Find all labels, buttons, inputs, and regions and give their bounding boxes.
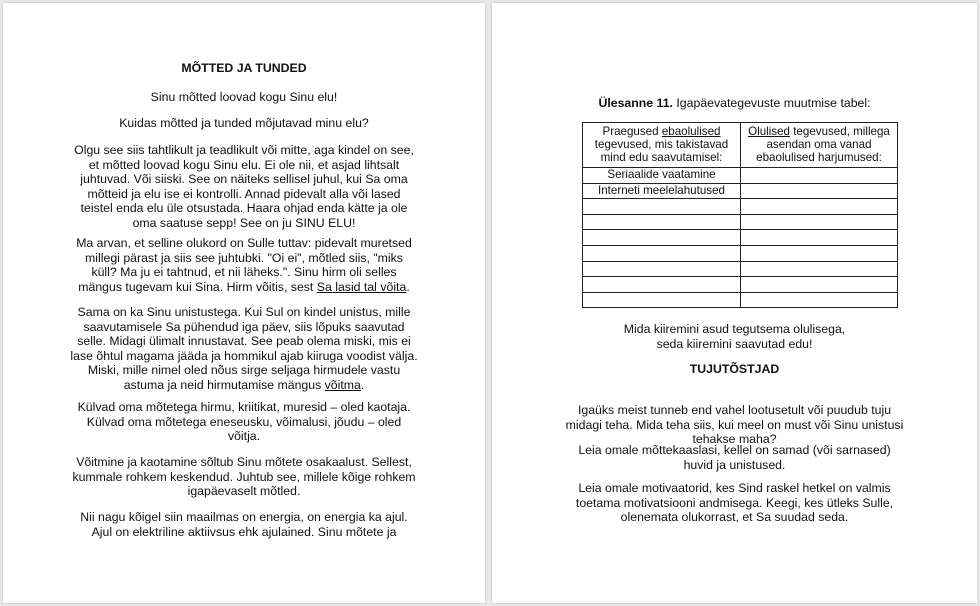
table-row — [583, 183, 898, 199]
left-page — [3, 3, 485, 603]
transformation-table — [582, 122, 898, 308]
text-line: et mõtted loovad kogu Sinu elu. Ei ole nii, et asjad lihtsalt — [88, 157, 400, 172]
paragraph-4 — [63, 400, 425, 444]
text-line: toetama motivatsiooni andmisega. Keegi, kes ütleks Sulle, — [575, 495, 894, 510]
table-cell: Interneti meelelahutused — [583, 183, 741, 199]
text-line: Leia omale motivaatorid, kes Sind raskel hetkel on valmis — [578, 481, 891, 495]
table-cell: Seriaalide vaatamine — [583, 168, 741, 184]
text-line: seda kiiremini saavutad edu! — [656, 336, 813, 351]
text-line: Ajul on elektriline aktiivsus ehk ajulained. Sinu mõtete ja — [91, 524, 397, 539]
table-cell[interactable] — [583, 245, 741, 261]
paragraph-r1 — [492, 403, 977, 447]
table-cell[interactable] — [741, 183, 898, 199]
paragraph-r2 — [492, 443, 977, 472]
header-text: tegevused, mis takistavad — [594, 138, 729, 152]
text-line: Miski, mille nimel oled nõus sirge seljaga hirmudele vastu — [87, 363, 401, 378]
text-line: Külvad oma mõtetega eneseusku, võimalusi, jõudu – oled — [86, 414, 402, 429]
header-text: tegevused, millega — [789, 125, 890, 138]
table-cell[interactable] — [741, 199, 898, 215]
header-text: mind edu saavutamisel: — [600, 151, 723, 165]
underlined-text: Olulised — [748, 125, 790, 138]
paragraph-6 — [63, 510, 425, 539]
table-cell[interactable] — [583, 199, 741, 215]
subtitle-1: Sinu mõtted loovad kogu Sinu elu! — [150, 90, 338, 104]
text-line: igapäevaselt mõtled. — [187, 484, 301, 499]
text-span: astuma ja neid hirmutamise mängus — [123, 377, 325, 392]
task-heading — [492, 96, 977, 111]
text-line: Nii nagu kõigel siin maailmas on energia, on energia ka ajul. — [80, 510, 408, 524]
paragraph-1 — [63, 143, 425, 231]
text-line: Ma arvan, et selline olukord on Sulle tuttav: pidevalt muretsed — [76, 236, 412, 250]
task-label: Ülesanne 11. — [598, 96, 673, 110]
table-cell[interactable] — [583, 230, 741, 246]
underlined-text: ebaolulised — [661, 125, 721, 138]
text-line: teistel enda elu üle otsustada. Haara ohjad enda kätte ja ole — [80, 201, 408, 216]
header-cell-current — [583, 123, 741, 168]
text-line: tehakse maha? — [692, 432, 777, 447]
motto — [492, 322, 977, 351]
text-span: mängus tugevam kui Sina. Hirm võitis, sest — [78, 279, 317, 294]
text-line: Olgu see siis tahtlikult ja teadlikult või mitte, aga kindel on see, — [74, 143, 414, 157]
right-page — [492, 3, 977, 603]
text-line: Mida kiiremini asud tegutsema olulisega, — [623, 322, 846, 336]
header-text: asendan oma vanad — [766, 138, 872, 152]
text-line: Külvad oma mõtetega hirmu, kriitikat, muresid – oled kaotaja. — [77, 400, 411, 414]
text-line: juhtuvad. Või siiski. See on näiteks sellisel juhul, kui Sa oma — [80, 172, 408, 187]
paragraph-2 — [63, 236, 425, 294]
table-cell[interactable] — [583, 277, 741, 293]
paragraph-r3 — [492, 481, 977, 525]
table-row — [583, 292, 898, 308]
table-row — [583, 261, 898, 277]
text-line: võitja. — [227, 429, 261, 444]
table-cell[interactable] — [741, 277, 898, 293]
text-line — [63, 280, 425, 295]
header-text: ebaolulised harjumused: — [756, 151, 882, 165]
table-cell[interactable] — [741, 168, 898, 184]
text-line: millegi pärast ja siis see juhtubki. "Oi ei", mõtled siis, "miks — [85, 250, 403, 265]
table-row — [583, 277, 898, 293]
header-cell-important — [741, 123, 898, 168]
table-cell[interactable] — [741, 214, 898, 230]
page-title: MÕTTED JA TUNDED — [181, 61, 307, 75]
text-line: saavutamisele Sa pühendud iga päev, siis lõpuks saavutad — [83, 319, 405, 334]
table-row — [583, 230, 898, 246]
text-line: lase õhtul magama jääda ja hommikul ajab kiiruga voodist välja. — [70, 348, 418, 363]
text-line: oma saatuse sepp! See on ju SINU ELU! — [132, 215, 356, 230]
table-cell[interactable] — [583, 214, 741, 230]
text-line: Võitmine ja kaotamine sõltub Sinu mõtete osakaalust. Sellest, — [76, 455, 412, 469]
table-row — [583, 168, 898, 184]
underlined-text: võitma — [324, 377, 361, 392]
table-row — [583, 214, 898, 230]
text-line: mõtteid ja elu ise ei kontrolli. Annad pidevalt alla või lased — [87, 186, 401, 201]
table-cell[interactable] — [583, 292, 741, 308]
text-line: Igaüks meist tunneb end vahel lootusetult või puudub tuju — [577, 403, 892, 417]
task-text: Igapäevategevuste muutmise tabel: — [672, 96, 871, 110]
text-line: huvid ja unistused. — [683, 457, 786, 472]
table-header-row — [583, 123, 898, 168]
text-line: olenemata olukorrast, et Sa suudad seda. — [620, 510, 849, 525]
table-cell[interactable] — [741, 230, 898, 246]
table-row — [583, 199, 898, 215]
text-line — [63, 378, 425, 393]
text-line: Leia omale mõttekaaslasi, kellel on samad (või sarnased) — [578, 443, 891, 457]
table-cell[interactable] — [741, 292, 898, 308]
text-span: . — [360, 377, 365, 392]
paragraph-3 — [63, 305, 425, 393]
paragraph-5 — [63, 455, 425, 499]
underlined-text: Sa lasid tal võita — [316, 279, 407, 294]
table-cell[interactable] — [741, 245, 898, 261]
section-heading: TUJUTÕSTJAD — [689, 362, 780, 376]
text-line: Sama on ka Sinu unistustega. Kui Sul on kindel unistus, mille — [77, 305, 411, 319]
table-cell[interactable] — [583, 261, 741, 277]
table-row — [583, 245, 898, 261]
text-line: kummale rohkem keskendud. Juhtub see, millele kõige rohkem — [72, 469, 416, 484]
text-line: midagi teha. Mida teha siis, kui meel on must või Sinu unistusi — [565, 417, 904, 432]
text-span: . — [406, 279, 410, 294]
table-cell[interactable] — [741, 261, 898, 277]
text-line: küll? Ma ju ei tahtnud, et nii läheks.". Sinu hirm oli selles — [91, 265, 397, 280]
header-text: Praegused — [602, 125, 662, 138]
text-line: selle. Midagi ülimalt innustavat. See peab olema miski, mis ei — [77, 334, 411, 349]
subtitle-2: Kuidas mõtted ja tunded mõjutavad minu elu? — [119, 116, 369, 130]
